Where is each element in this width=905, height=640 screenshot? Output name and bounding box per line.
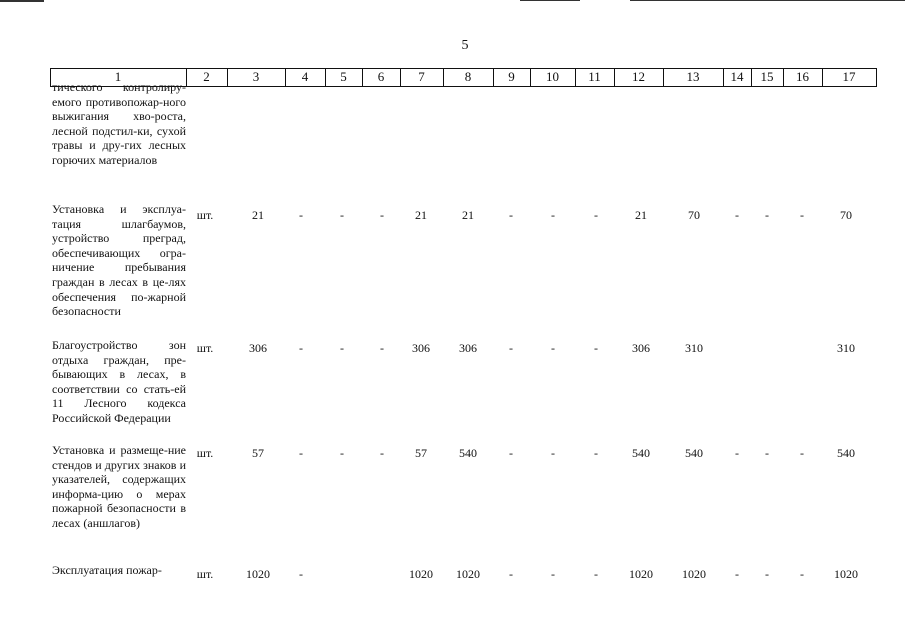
top-rule-right bbox=[630, 0, 905, 1]
value-cell: - bbox=[765, 446, 769, 460]
value-cell: - bbox=[509, 341, 513, 355]
column-separator bbox=[876, 68, 877, 87]
value-cell: - bbox=[551, 446, 555, 460]
column-header: 13 bbox=[686, 69, 700, 84]
value-cell: - bbox=[735, 208, 739, 222]
row-description: Благоустройство зон отдыха граждан, пре-бывающих в лесах, в соответствии со стать-ей 11 Лесного кодекса Российской Федерации bbox=[52, 338, 186, 425]
value-cell: - bbox=[765, 208, 769, 222]
value-cell: 540 bbox=[632, 446, 650, 460]
row-description: Установка и эксплуа-тация шлагбаумов, устройство преград, обеспечивающих огра-ничение пребывания граждан в лесах в це-лях обеспечения по-жарной безопасности bbox=[52, 202, 186, 319]
row-description: Эксплуатация пожар- bbox=[52, 563, 162, 577]
column-header: 16 bbox=[796, 69, 809, 84]
value-cell: 21 bbox=[462, 208, 474, 222]
column-header: 9 bbox=[508, 69, 515, 84]
column-header: 14 bbox=[730, 69, 744, 84]
value-cell: - bbox=[594, 208, 598, 222]
unit-cell: шт. bbox=[196, 567, 214, 581]
value-cell: 1020 bbox=[456, 567, 480, 581]
value-cell: - bbox=[340, 208, 344, 222]
value-cell: - bbox=[299, 446, 303, 460]
value-cell: 310 bbox=[837, 341, 855, 355]
value-cell: - bbox=[509, 567, 513, 581]
value-cell: - bbox=[800, 208, 804, 222]
page-number: 5 bbox=[461, 38, 469, 53]
column-header: 4 bbox=[301, 69, 309, 84]
column-header: 5 bbox=[340, 69, 347, 84]
value-cell: - bbox=[380, 341, 384, 355]
column-header: 3 bbox=[252, 69, 260, 84]
value-cell: - bbox=[551, 208, 555, 222]
column-header: 17 bbox=[842, 69, 856, 84]
unit-cell: шт. bbox=[196, 341, 214, 355]
value-cell: 306 bbox=[249, 341, 267, 355]
unit-cell: шт. bbox=[196, 208, 214, 222]
value-cell: 306 bbox=[459, 341, 477, 355]
value-cell: 70 bbox=[688, 208, 700, 222]
value-cell: 310 bbox=[685, 341, 703, 355]
value-cell: - bbox=[299, 567, 303, 581]
value-cell: 21 bbox=[635, 208, 647, 222]
value-cell: 1020 bbox=[834, 567, 858, 581]
column-header: 1 bbox=[114, 69, 122, 84]
value-cell: - bbox=[551, 341, 555, 355]
value-cell: - bbox=[340, 446, 344, 460]
value-cell: 1020 bbox=[246, 567, 270, 581]
value-cell: - bbox=[594, 567, 598, 581]
value-cell: - bbox=[735, 446, 739, 460]
row-description: Установка и размеще-ние стендов и других знаков и указателей, содержащих информа-цию о мерах пожарной безопасности в лесах (аншлагов) bbox=[52, 443, 186, 530]
top-rule-mid bbox=[520, 0, 580, 1]
value-cell: - bbox=[380, 446, 384, 460]
value-cell: - bbox=[765, 567, 769, 581]
value-cell: - bbox=[509, 208, 513, 222]
value-cell: 57 bbox=[252, 446, 264, 460]
unit-cell: шт. bbox=[196, 446, 214, 460]
column-header: 10 bbox=[546, 69, 559, 84]
column-header: 15 bbox=[760, 69, 774, 84]
value-cell: - bbox=[594, 446, 598, 460]
value-cell: - bbox=[800, 567, 804, 581]
column-header: 11 bbox=[588, 69, 601, 84]
value-cell: - bbox=[509, 446, 513, 460]
value-cell: 70 bbox=[840, 208, 852, 222]
value-cell: 21 bbox=[415, 208, 427, 222]
value-cell: - bbox=[340, 341, 344, 355]
value-cell: - bbox=[299, 208, 303, 222]
value-cell: - bbox=[299, 341, 303, 355]
column-header: 7 bbox=[418, 69, 425, 84]
value-cell: - bbox=[380, 208, 384, 222]
value-cell: 306 bbox=[412, 341, 430, 355]
column-header: 8 bbox=[464, 69, 472, 84]
value-cell: 1020 bbox=[682, 567, 706, 581]
column-header: 6 bbox=[377, 69, 385, 84]
row-description: тического контролиру-емого противопожар-ного выжигания хво-роста, лесной подстил-ки, сухой травы и дру-гих лесных горючих материалов bbox=[52, 80, 186, 167]
value-cell: 306 bbox=[632, 341, 650, 355]
value-cell: - bbox=[551, 567, 555, 581]
value-cell: 540 bbox=[685, 446, 703, 460]
value-cell: 1020 bbox=[629, 567, 653, 581]
top-rule-left bbox=[0, 0, 44, 2]
value-cell: 540 bbox=[837, 446, 855, 460]
value-cell: - bbox=[800, 446, 804, 460]
column-header: 2 bbox=[203, 69, 210, 84]
value-cell: 540 bbox=[459, 446, 477, 460]
value-cell: - bbox=[594, 341, 598, 355]
value-cell: - bbox=[735, 567, 739, 581]
column-header: 12 bbox=[632, 69, 645, 84]
value-cell: 1020 bbox=[409, 567, 433, 581]
value-cell: 21 bbox=[252, 208, 264, 222]
value-cell: 57 bbox=[415, 446, 427, 460]
